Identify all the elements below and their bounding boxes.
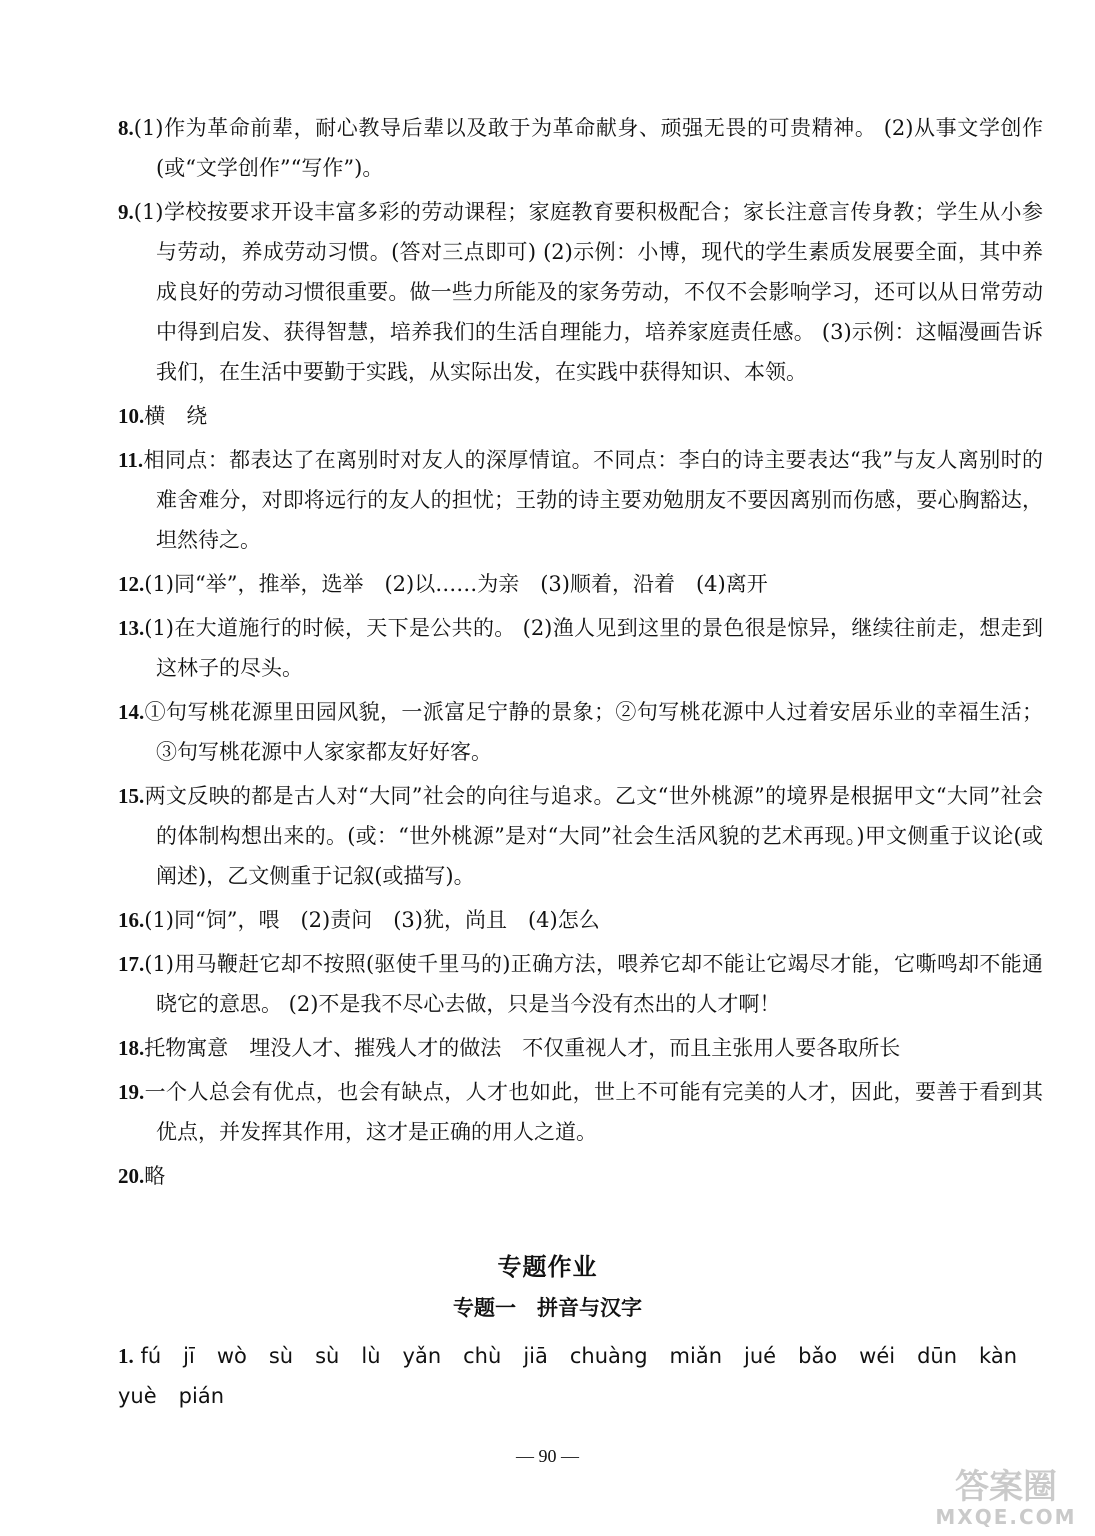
watermark-url: MXQE.COM	[935, 1505, 1077, 1529]
pinyin-syllable: jī	[183, 1344, 195, 1368]
pinyin-syllable: chù	[463, 1344, 502, 1368]
page-number: — 90 —	[516, 1446, 579, 1466]
answer-item	[118, 440, 1043, 560]
answer-text: ①句写桃花源里田园风貌，一派富足宁静的景象；②句写桃花源中人过着安居乐业的幸福生活；③句写桃花源中人家家都友好好客。	[144, 700, 1043, 764]
answer-text: (1)同“饲”，喂 (2)责问 (3)犹，尚且 (4)怎么	[144, 908, 600, 932]
answer-item	[118, 776, 1043, 896]
answer-text: 横 绕	[144, 404, 208, 428]
answer-number: 13.	[118, 616, 145, 640]
pinyin-syllable: yǎn	[402, 1344, 442, 1368]
pinyin-syllable: jué	[744, 1344, 777, 1368]
answer-number: 11.	[118, 448, 144, 472]
answer-item	[118, 564, 1043, 604]
answer-number: 19.	[118, 1080, 145, 1104]
pinyin-syllable: lù	[361, 1344, 381, 1368]
answer-number: 18.	[118, 1036, 145, 1060]
pinyin-syllable: sù	[315, 1344, 340, 1368]
answer-text: 托物寓意 埋没人才、摧残人才的做法 不仅重视人才，而且主张用人要各取所长	[144, 1036, 901, 1060]
answer-item	[118, 192, 1043, 392]
answer-list	[118, 108, 1043, 1200]
pinyin-syllable: pián	[178, 1384, 225, 1408]
pinyin-syllable: miǎn	[669, 1344, 723, 1368]
answer-number: 16.	[118, 908, 145, 932]
answer-text: 两文反映的都是古人对“大同”社会的向往与追求。乙文“世外桃源”的境界是根据甲文“大同”社会的体制构想出来的。(或：“世外桃源”是对“大同”社会生活风貌的艺术再现。)甲文侧重于议论(或阐述)，乙文侧重于记叙(或描写)。	[144, 784, 1043, 888]
pinyin-syllable: kàn	[979, 1344, 1018, 1368]
answer-text: 略	[144, 1164, 166, 1188]
answer-text: 一个人总会有优点，也会有缺点，人才也如此，世上不可能有完美的人才，因此，要善于看到其优点，并发挥其作用，这才是正确的用人之道。	[144, 1080, 1043, 1144]
pinyin-syllable: wò	[216, 1344, 247, 1368]
answer-number: 15.	[118, 784, 145, 808]
watermark-text: 答案圈	[955, 1467, 1057, 1507]
answer-text: (1)作为革命前辈，耐心教导后辈以及敢于为革命献身、顽强无畏的可贵精神。 (2)从事文学创作(或“文学创作”“写作”)。	[133, 116, 1043, 180]
answer-number: 20.	[118, 1164, 145, 1188]
section-subtitle: 专题一 拼音与汉字	[453, 1296, 642, 1320]
watermark-logo	[926, 1462, 1086, 1530]
answer-text: (1)在大道施行的时候，天下是公共的。 (2)渔人见到这里的景色很是惊异，继续往前走，想走到这林子的尽头。	[144, 616, 1043, 680]
answer-number: 9.	[118, 200, 134, 224]
answer-item	[118, 944, 1043, 1024]
pinyin-syllable: wéi	[859, 1344, 896, 1368]
answer-text: (1)学校按要求开设丰富多彩的劳动课程；家庭教育要积极配合；家长注意言传身教；学生从小参与劳动，养成劳动习惯。(答对三点即可) (2)示例：小博，现代的学生素质发展要全面，其中养成良好的劳动习惯很重要。做一些力所能及的家务劳动，不仅不会影响学习，还可以从日常劳动中得到启发、获得智慧，培养我们的生活自理能力，培养家庭责任感。 (3)示例：这幅漫画告诉我们，在生活中要勤于实践，从实际出发，在实践中获得知识、本领。	[133, 200, 1043, 384]
answer-item	[118, 692, 1043, 772]
answer-text: (1)用马鞭赶它却不按照(驱使千里马的)正确方法，喂养它却不能让它竭尽才能，它嘶鸣却不能通晓它的意思。 (2)不是我不尽心去做，只是当今没有杰出的人才啊！	[144, 952, 1043, 1016]
answer-number: 17.	[118, 952, 145, 976]
answer-number: 8.	[118, 116, 134, 140]
answer-item	[118, 1028, 1043, 1068]
pinyin-syllable: chuàng	[569, 1344, 648, 1368]
answer-number: 12.	[118, 572, 145, 596]
answer-item	[118, 900, 1043, 940]
answer-item	[118, 1156, 1043, 1196]
pinyin-line-1	[118, 1336, 1043, 1376]
answer-text: (1)同“举”，推举，选举 (2)以……为亲 (3)顺着，沿着 (4)离开	[144, 572, 768, 596]
pinyin-syllable: dūn	[917, 1344, 958, 1368]
pinyin-number: 1.	[118, 1344, 134, 1368]
pinyin-line-2	[118, 1376, 1043, 1416]
pinyin-syllable: sù	[268, 1344, 294, 1368]
answer-item	[118, 1072, 1043, 1152]
section-title: 专题作业	[497, 1253, 598, 1281]
answer-number: 10.	[118, 404, 145, 428]
pinyin-syllable: bǎo	[798, 1344, 838, 1368]
pinyin-syllable: jiā	[523, 1344, 548, 1368]
answer-item	[118, 108, 1043, 188]
answer-item	[118, 396, 1043, 436]
pinyin-syllable: yuè	[118, 1384, 157, 1408]
answer-item	[118, 608, 1043, 688]
pinyin-answer	[118, 1336, 1043, 1416]
answer-number: 14.	[118, 700, 145, 724]
answer-text: 相同点：都表达了在离别时对友人的深厚情谊。不同点：李白的诗主要表达“我”与友人离别时的难舍难分，对即将远行的友人的担忧；王勃的诗主要劝勉朋友不要因离别而伤感，要心胸豁达，坦然待之。	[143, 448, 1043, 552]
pinyin-syllable: fú	[140, 1344, 162, 1368]
